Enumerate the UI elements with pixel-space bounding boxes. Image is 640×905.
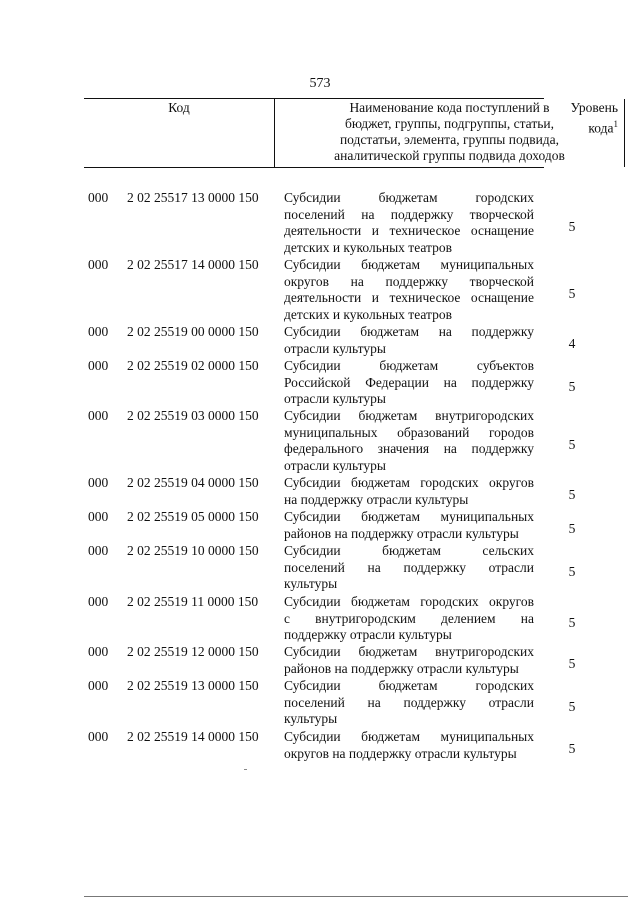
row-description-line: отрасли культуры (284, 340, 386, 356)
row-prefix: 000 (88, 678, 109, 693)
row-level: 4 (568, 336, 576, 352)
header-name-line: аналитической группы подвида доходов (334, 148, 565, 163)
row-level: 5 (568, 285, 576, 301)
table-row (0, 324, 640, 357)
row-level: 5 (568, 614, 576, 630)
row-prefix: 000 (88, 257, 109, 272)
row-description-line: поселений на поддержку отрасли (284, 559, 534, 575)
row-description (284, 408, 534, 474)
table-row (0, 509, 640, 542)
header-level (538, 100, 618, 137)
row-description-line: поселений на поддержку отрасли (284, 694, 534, 710)
row-description-line: районов на поддержку отрасли культуры (284, 525, 519, 541)
footer-rule (84, 896, 628, 897)
table-header (84, 98, 618, 168)
row-level: 5 (568, 378, 576, 394)
row-description-line: детских и кукольных театров (284, 306, 452, 322)
row-prefix: 000 (88, 509, 109, 524)
row-description-line: отрасли культуры (284, 457, 386, 473)
scan-speck (244, 769, 247, 770)
row-description (284, 358, 534, 408)
table-row (0, 729, 640, 762)
row-description-line: на поддержку отрасли культуры (284, 491, 469, 507)
row-prefix: 000 (88, 729, 109, 744)
row-prefix: 000 (88, 644, 109, 659)
table-row (0, 475, 640, 508)
row-description-line: Субсидии бюджетам внутригородских (284, 644, 534, 659)
row-description-line: Субсидии бюджетам городских (284, 678, 534, 693)
row-code: 2 02 25519 00 0000 150 (127, 324, 259, 339)
row-description (284, 257, 534, 323)
row-prefix: 000 (88, 358, 109, 373)
row-code: 2 02 25519 12 0000 150 (127, 644, 259, 659)
row-description (284, 324, 534, 357)
row-description-line: Субсидии бюджетам городских (284, 190, 534, 205)
row-description (284, 594, 534, 644)
table-row (0, 678, 640, 728)
row-description-line: Субсидии бюджетам муниципальных (284, 729, 534, 744)
row-level: 5 (568, 741, 576, 757)
row-level: 5 (568, 656, 576, 672)
header-level-line: Уровень (570, 100, 618, 115)
row-description-line: Субсидии бюджетам городских округов (284, 594, 534, 609)
table-row (0, 644, 640, 677)
header-level-line: кода$^1$ (588, 119, 618, 136)
row-description-line: Субсидии бюджетам на поддержку (284, 324, 534, 339)
row-description (284, 644, 534, 677)
header-name-line: бюджет, группы, подгруппы, статьи, (345, 116, 554, 131)
row-description-line: Субсидии бюджетам муниципальных (284, 509, 534, 524)
table-row (0, 257, 640, 323)
row-level: 5 (568, 487, 576, 503)
table-row (0, 594, 640, 644)
row-description-line: Субсидии бюджетам сельских (284, 543, 534, 558)
page-number: 573 (309, 76, 331, 91)
row-code: 2 02 25519 05 0000 150 (127, 509, 259, 524)
row-description-line: деятельности и техническое оснащение (284, 223, 534, 239)
table-row (0, 543, 640, 593)
row-description-line: поддержку отрасли культуры (284, 627, 452, 643)
row-code: 2 02 25517 13 0000 150 (127, 190, 259, 205)
table-row (0, 358, 640, 408)
header-code: Код (168, 100, 190, 115)
row-code: 2 02 25519 04 0000 150 (127, 475, 259, 490)
row-prefix: 000 (88, 324, 109, 339)
row-description-line: районов на поддержку отрасли культуры (284, 660, 519, 676)
row-prefix: 000 (88, 594, 109, 609)
row-level: 5 (568, 218, 576, 234)
row-description (284, 729, 534, 762)
row-level: 5 (568, 436, 576, 452)
row-code: 2 02 25519 10 0000 150 (127, 543, 259, 558)
header-level-footnote: 1 (613, 119, 618, 129)
row-description-line: Субсидии бюджетам субъектов (284, 358, 534, 373)
row-description-line: культуры (284, 711, 338, 727)
row-code: 2 02 25519 14 0000 150 (127, 729, 259, 744)
row-level: 5 (568, 563, 576, 579)
row-description-line: округов на поддержку отрасли культуры (284, 745, 517, 761)
row-description-line: культуры (284, 576, 338, 592)
row-description-line: с внутригородским делением на (284, 610, 534, 626)
row-level: 5 (568, 521, 576, 537)
row-prefix: 000 (88, 190, 109, 205)
row-description (284, 475, 534, 508)
header-name-line: подстатьи, элемента, группы подвида, (339, 132, 560, 147)
row-description (284, 678, 534, 728)
row-description (284, 190, 534, 256)
row-code: 2 02 25519 03 0000 150 (127, 408, 259, 423)
row-description (284, 509, 534, 542)
row-prefix: 000 (88, 408, 109, 423)
row-description-line: федерального значения на поддержку (284, 441, 534, 457)
table-row (0, 408, 640, 474)
row-description (284, 543, 534, 593)
row-prefix: 000 (88, 475, 109, 490)
row-description-line: муниципальных образований городов (284, 424, 534, 440)
row-prefix: 000 (88, 543, 109, 558)
row-description-line: детских и кукольных театров (284, 239, 452, 255)
row-description-line: Субсидии бюджетам городских округов (284, 475, 534, 490)
row-code: 2 02 25519 11 0000 150 (127, 594, 259, 609)
row-level: 5 (568, 698, 576, 714)
row-code: 2 02 25519 13 0000 150 (127, 678, 259, 693)
row-description-line: Субсидии бюджетам внутригородских (284, 408, 534, 423)
row-description-line: округов на поддержку творческой (284, 273, 534, 289)
row-code: 2 02 25517 14 0000 150 (127, 257, 259, 272)
row-code: 2 02 25519 02 0000 150 (127, 358, 259, 373)
row-description-line: Субсидии бюджетам муниципальных (284, 257, 534, 272)
row-description-line: Российской Федерации на поддержку (284, 374, 534, 390)
row-description-line: деятельности и техническое оснащение (284, 290, 534, 306)
row-description-line: отрасли культуры (284, 391, 386, 407)
table-row (0, 190, 640, 256)
header-name-line: Наименование кода поступлений в (349, 100, 550, 115)
row-description-line: поселений на поддержку творческой (284, 206, 534, 222)
